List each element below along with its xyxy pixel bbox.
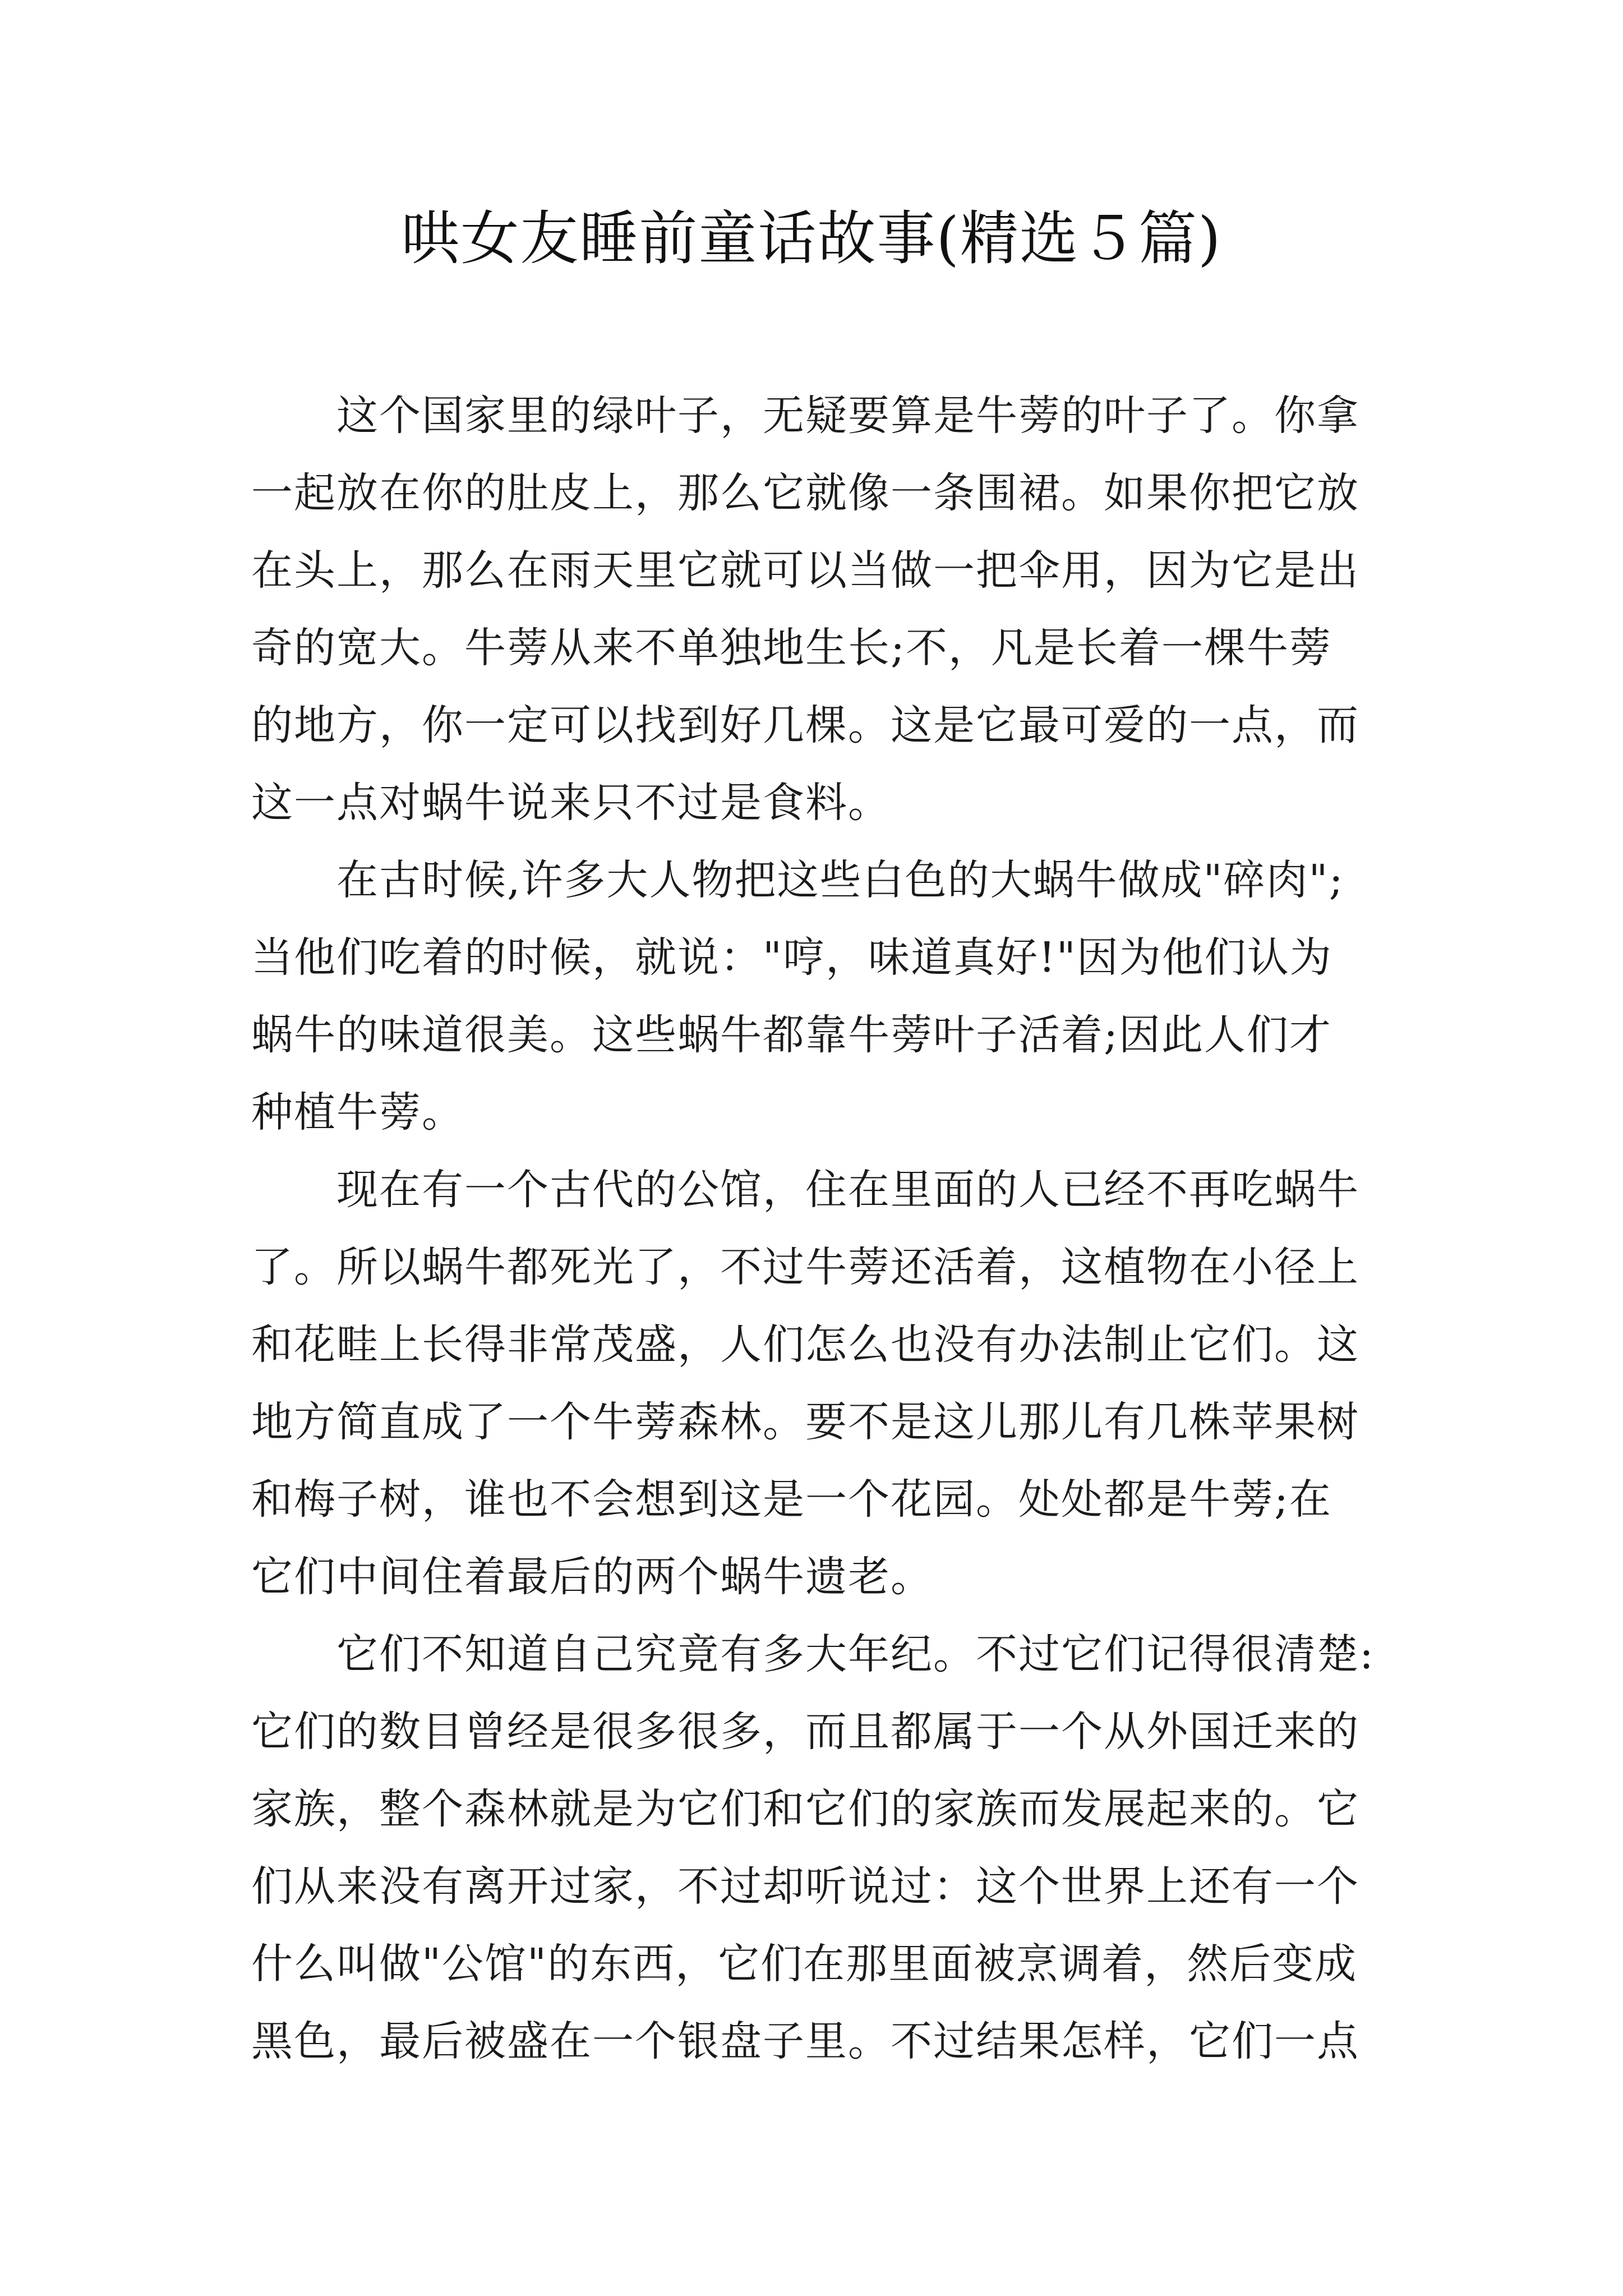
text-line: 在头上，那么在雨天里它就可以当做一把伞用，因为它是出 [251, 546, 1359, 595]
text-line: 种植牛蒡。 [251, 1088, 464, 1137]
text-line: 的地方，你一定可以找到好几棵。这是它最可爱的一点，而 [251, 701, 1359, 749]
text-line: 地方简直成了一个牛蒡森林。要不是这儿那儿有几株苹果树 [251, 1398, 1359, 1446]
text-line: 蜗牛的味道很美。这些蜗牛都靠牛蒡叶子活着;因此人们才 [251, 1011, 1332, 1059]
text-line: 它们的数目曾经是很多很多，而且都属于一个从外国迁来的 [251, 1708, 1359, 1756]
text-line: 这一点对蜗牛说来只不过是食料。 [251, 779, 891, 827]
document-body [251, 377, 1390, 2080]
text-line: 们从来没有离开过家，不过却听说过：这个世界上还有一个 [251, 1862, 1359, 1911]
text-line: 它们中间住着最后的两个蜗牛遗老。 [251, 1553, 933, 1601]
text-line: 什么叫做"公馆"的东西，它们在那里面被烹调着，然后变成 [251, 1940, 1358, 1988]
text-line: 了。所以蜗牛都死光了，不过牛蒡还活着，这植物在小径上 [251, 1243, 1359, 1291]
text-line: 在古时候,许多大人物把这些白色的大蜗牛做成"碎肉"; [336, 856, 1344, 904]
document-title: 哄女友睡前童话故事(精选５篇) [401, 204, 1222, 273]
text-line: 现在有一个古代的公馆，住在里面的人已经不再吃蜗牛 [336, 1166, 1359, 1214]
text-line: 它们不知道自己究竟有多大年纪。不过它们记得很清楚: [336, 1630, 1375, 1678]
text-line: 一起放在你的肚皮上，那么它就像一条围裙。如果你把它放 [251, 469, 1359, 517]
text-line: 和花畦上长得非常茂盛，人们怎么也没有办法制止它们。这 [251, 1320, 1359, 1369]
text-line: 奇的宽大。牛蒡从来不单独地生长;不，凡是长着一棵牛蒡 [251, 624, 1332, 672]
text-line: 和梅子树，谁也不会想到这是一个花园。处处都是牛蒡;在 [251, 1475, 1332, 1524]
text-line: 这个国家里的绿叶子，无疑要算是牛蒡的叶子了。你拿 [336, 392, 1359, 440]
text-line: 家族，整个森林就是为它们和它们的家族而发展起来的。它 [251, 1785, 1359, 1833]
text-line: 当他们吃着的时候，就说："哼，味道真好!"因为他们认为 [251, 933, 1332, 982]
text-line: 黑色，最后被盛在一个银盘子里。不过结果怎样，它们一点 [251, 2017, 1359, 2065]
